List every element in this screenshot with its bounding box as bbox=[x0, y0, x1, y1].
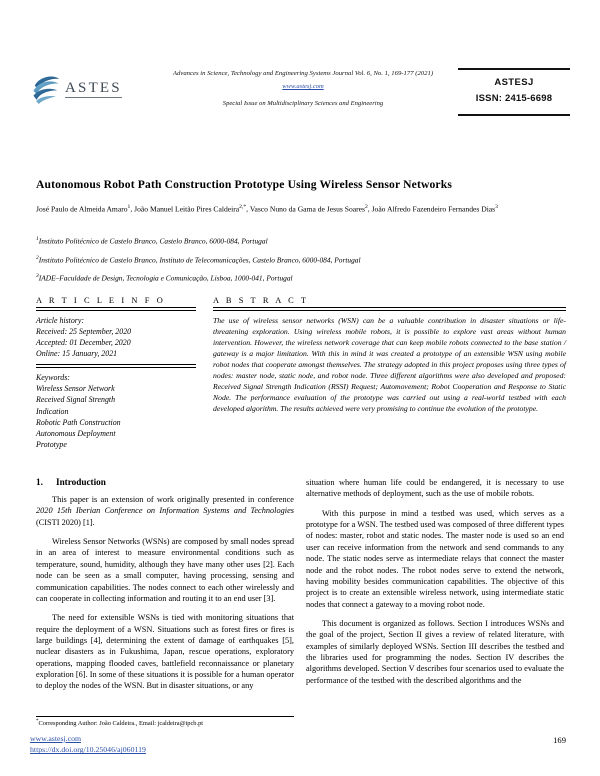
affiliation-text: Instituto Politécnico de Castelo Branco, Castelo Branco, 6000-084, Portugal bbox=[38, 236, 268, 246]
paragraph: Wireless Sensor Networks (WSNs) are composed by small nodes spread in an area of interest to measure environmental conditions such as temperature, sound, humidity, although they have many other uses [2]. Each node can be seen as a small computer, having processing, sensing and communication capabilities. The nodes connect to each other wirelessly and can cooperate in collecting information and routing it to an end user [3]. bbox=[36, 537, 294, 603]
author-list: José Paulo de Almeida Amaro$^1$, João Manuel Leitão Pires Caldeira$^{2,*}$, Vasco Nuno da Gama de Jesus Soares$^2$, João Alfredo Fazendeiro Fernandes Dias$^3$ bbox=[36, 204, 498, 214]
keyword-item: Robotic Path Construction bbox=[36, 417, 121, 427]
paragraph: This document is organized as follows. Section I introduces WSNs and the goal of the project, Section II gives a review of related literature, with examples of similarly deployed WSNs. Section III describes the testbed and the libraries used for programming the nodes. Section IV describes the algorithms developed. Section V describes four scenarios used to evaluate the performance of the testbed with the described algorithms and the bbox=[306, 618, 564, 685]
received-date: Received: 25 September, 2020 bbox=[36, 326, 132, 336]
divider bbox=[36, 364, 196, 368]
divider bbox=[213, 307, 566, 311]
masthead bbox=[30, 66, 570, 132]
abstract-block bbox=[213, 296, 566, 414]
divider bbox=[36, 307, 196, 311]
affiliation-item: $^2$Instituto Politécnico de Castelo Branco, Instituto de Telecomunicações, Castelo Branco, 6000-084, Portugal bbox=[36, 254, 361, 265]
keyword-item: Autonomous Deployment bbox=[36, 428, 116, 438]
keyword-item: Wireless Sensor Network bbox=[36, 384, 115, 394]
keywords-label: Keywords: bbox=[36, 372, 70, 382]
logo-wordmark: ASTES bbox=[65, 80, 122, 99]
keyword-item: Received Signal Strength bbox=[36, 395, 116, 405]
footer-website-link[interactable]: www.astesj.com bbox=[30, 734, 82, 743]
astes-globe-logo-icon bbox=[30, 72, 64, 106]
issn-box bbox=[458, 68, 570, 116]
affiliation-text: IADE–Faculdade de Design, Tecnologia e Comunicação, Lisboa, 1000-041, Portugal bbox=[38, 273, 293, 283]
body-column-left bbox=[36, 477, 294, 700]
section-heading bbox=[36, 477, 294, 487]
page-number: 169 bbox=[553, 735, 566, 745]
issn-number: ISSN: 2415-6698 bbox=[475, 93, 553, 105]
article-info-heading: A R T I C L E I N F O bbox=[36, 296, 166, 305]
section-title-text: Introduction bbox=[56, 477, 106, 487]
affiliation-list bbox=[36, 236, 556, 292]
body-column-right bbox=[306, 477, 564, 694]
accepted-date: Accepted: 01 December, 2020 bbox=[36, 337, 131, 347]
affiliation-text: Instituto Politécnico de Castelo Branco, Instituto de Telecomunicações, Castelo Branco, 6000-084, Portugal bbox=[38, 255, 361, 265]
affiliation-item: $^1$Instituto Politécnico de Castelo Branco, Castelo Branco, 6000-084, Portugal bbox=[36, 236, 268, 246]
keyword-item: Indication bbox=[36, 406, 69, 416]
section-number: 1. bbox=[36, 477, 43, 487]
keyword-item: Prototype bbox=[36, 440, 67, 450]
special-issue-line: Special Issue on Multidisciplinary Sciences and Engineering bbox=[222, 99, 384, 107]
footer-doi-link[interactable]: https://dx.doi.org/10.25046/aj060119 bbox=[30, 745, 146, 755]
abstract-heading: A B S T R A C T bbox=[213, 296, 309, 305]
paragraph: situation where human life could be endangered, it is necessary to use alternative methods of deployment, such as the use of mobile robots. bbox=[306, 478, 564, 499]
article-info-block bbox=[36, 296, 196, 450]
paragraph: This paper is an extension of work originally presented in conference 2020 15th Iberian Conference on Information Systems and Technologies (CISTI 2020) [1]. bbox=[36, 495, 294, 527]
footnote-divider bbox=[36, 716, 294, 717]
journal-logo bbox=[30, 66, 148, 106]
footer-links bbox=[30, 733, 330, 756]
paragraph: With this purpose in mind a testbed was used, which serves as a prototype for a WSN. The testbed used was composed of three different types of nodes: master, robot and static nodes. The master node is used so an end user can receive information from the network and send commands to any node. The static nodes serve as intermediate relays that connect the master node and the robot nodes. The robot nodes serve to extend the network, having mobility besides communication capabilities. The objective of this project is to create an extensible wireless network, using intermediate static nodes that connect a gateway to a moving robot node. bbox=[306, 508, 564, 609]
journal-citation: Advances in Science, Technology and Engineering Systems Journal Vol. 6, No. 1, 169-177 (2021) bbox=[172, 70, 434, 77]
journal-website-link[interactable]: www.astesj.com bbox=[282, 83, 324, 91]
page-title: Autonomous Robot Path Construction Prototype Using Wireless Sensor Networks bbox=[36, 178, 452, 191]
affiliation-item: $^3$IADE–Faculdade de Design, Tecnologia e Comunicação, Lisboa, 1000-041, Portugal bbox=[36, 273, 293, 283]
issn-journal-acronym: ASTESJ bbox=[494, 77, 534, 88]
corresponding-author-note: *Corresponding Author: João Caldeira., Email: jcaldeira@ipcb.pt bbox=[36, 719, 204, 728]
paragraph: The need for extensible WSNs is tied with monitoring situations that require the deployment of a WSN. Situations such as forest fires or fires is large buildings [4], determining the extent of damage of earthquakes [5], nuclear disasters as in Fukushima, Japan, rescue operations, exploratory operations, mapping flooded caves, battlefield reconnaissance or planetary exploration [6]. In some of these situations it is possible for a human operator to deploy the nodes of the WSN. But in disaster situations, or any bbox=[36, 613, 294, 691]
journal-info bbox=[148, 66, 458, 112]
online-date: Online: 15 January, 2021 bbox=[36, 349, 118, 359]
abstract-text: The use of wireless sensor networks (WSN) can be a valuable contribution in disaster situations or life-threatening exploration. Using wireless mobile robots, it is possible to explore vast areas without human intervention. However, the wireless network coverage that can keep mobile robots connected to the base station / gateway is a major limitation. With this in mind it was created a prototype of an extensible WSN using mobile robot nodes that cooperate amongst themselves. The strategy adopted in this project proposes using three types of nodes: master node, static node, and robot node. Three different algorithms were also developed and proposed: Received Signal Strength Indication (RSSI) Request; Automovement; Robot Cooperation and Response to Static Node. The performance evaluation of the prototype was carried out using a real-world testbed with each developed algorithm. The results achieved were very promising to continue the evolution of the prototype. bbox=[213, 315, 566, 414]
article-history-label: Article history: bbox=[36, 315, 84, 325]
